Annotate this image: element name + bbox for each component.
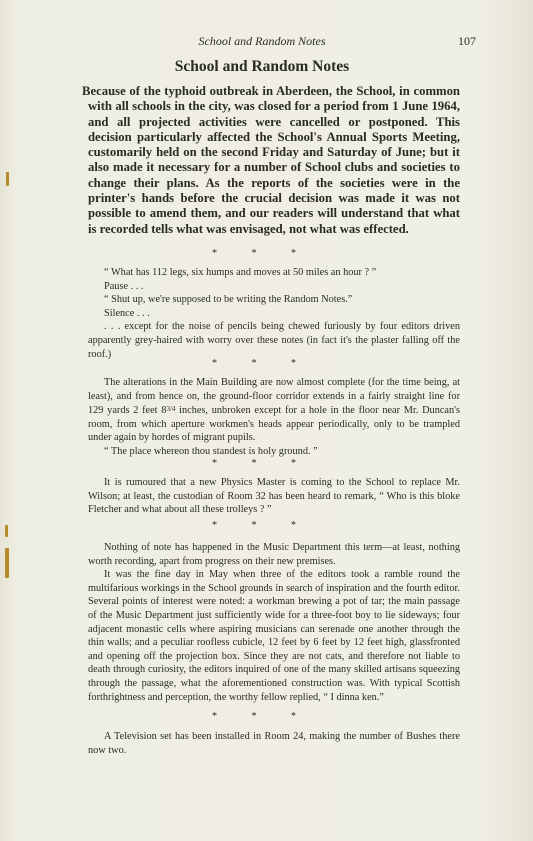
note-music-department-intro: Nothing of note has happened in the Music Department this term—at least, nothing worth recording, apart from progress on their new premises.: [88, 542, 460, 567]
note-main-building: [88, 376, 460, 459]
note-main-building-text: [88, 376, 460, 445]
separator-4: * * *: [212, 520, 312, 531]
note-riddle-pause: Pause . . .: [104, 280, 144, 292]
note-physics-master-text: It is rumoured that a new Physics Master is coming to the School to replace Mr. Wilson; at least, the custodian of Room 32 has been heard to remark, “ Who is this bloke Fletcher and what about all these trolleys ? ”: [88, 477, 460, 516]
separator-3: * * *: [212, 458, 312, 469]
note-riddle-ending: . . . except for the noise of pencils being chewed furiously by four editors driven apparently grey-haired with worry over these notes (in fact it's the plaster falling off the roof.): [88, 321, 460, 360]
note-riddle: [88, 266, 460, 361]
separator-2: * * *: [212, 358, 312, 369]
note-main-building-text-b: inches, unbroken except for a hole in the floor near Mr. Duncan's room, from which aperture workmen's heads appear periodically, only to be trampled under again by hordes of migrant pupils.: [88, 405, 460, 444]
margin-mark-lower: [5, 548, 9, 578]
note-physics-master: [88, 476, 460, 517]
fraction: 3/4: [166, 405, 176, 414]
margin-mark-middle: [5, 525, 8, 537]
note-music-department: [88, 541, 460, 704]
lead-paragraph: Because of the typhoid outbreak in Aberdeen, the School, in common with all schools in the city, was closed for a period from 1 June 1964, and all projected activities were cancelled or postponed. This decision particularly affected the School's Annual Sports Meeting, customarily held on the second Friday and Saturday of June; but it also made it necessary for a number of School clubs and societies to change their plans. As the reports of the societies were in the printer's hands before the crucial decision was made it was not possible to amend them, and our readers will understand that what is recorded tells what was envisaged, not what was effected.: [82, 84, 460, 236]
margin-mark-top: [6, 172, 9, 186]
note-music-department-ramble: It was the fine day in May when three of the editors took a ramble round the multifarious workings in the School grounds in search of inspiration and the fourth editor. Several points of interest were noted: a workman brewing a pot of tar; the main passage of the Music Department just sufficiently wide for a three-foot boy to lie sideways; four adjacent monastic cells where aspiring musicians can serenade one another through the thin walls; and a peculiar roofless cubicle, 12 feet by 6 feet by 12 feet high, glassfronted and opening off the projection box. Since they are not cats, and therefore not liable to death through curiosity, the editors inquired of one of the many skilled artisans squeezing through the passage, what the aforementioned construction was. With typical Scottish forthrightness and perception, the worthy fellow replied, “ I dinna ken.”: [88, 569, 460, 703]
note-main-building-text-a: The alterations in the Main Building are now almost complete (for the time being, at least), and from hence on, the ground-floor corridor extends in a fairly straight line for 129 yards 2 feet 8: [88, 377, 460, 417]
note-television: [88, 730, 460, 757]
page-number: 107: [458, 34, 476, 48]
separator-5: * * *: [212, 711, 312, 722]
article-title: School and Random Notes: [174, 58, 350, 75]
note-riddle-silence: Silence . . .: [104, 307, 150, 319]
separator-1: * * *: [212, 248, 312, 259]
note-television-text: A Television set has been installed in Room 24, making the number of Bushes there now two.: [88, 731, 460, 756]
note-riddle-reply: “ Shut up, we're supposed to be writing the Random Notes.”: [104, 294, 353, 306]
note-riddle-question: “ What has 112 legs, six humps and moves at 50 miles an hour ? ”: [104, 267, 377, 278]
running-head: School and Random Notes: [198, 34, 326, 48]
note-main-building-quote: “ The place whereon thou standest is holy ground. ”: [104, 445, 318, 457]
